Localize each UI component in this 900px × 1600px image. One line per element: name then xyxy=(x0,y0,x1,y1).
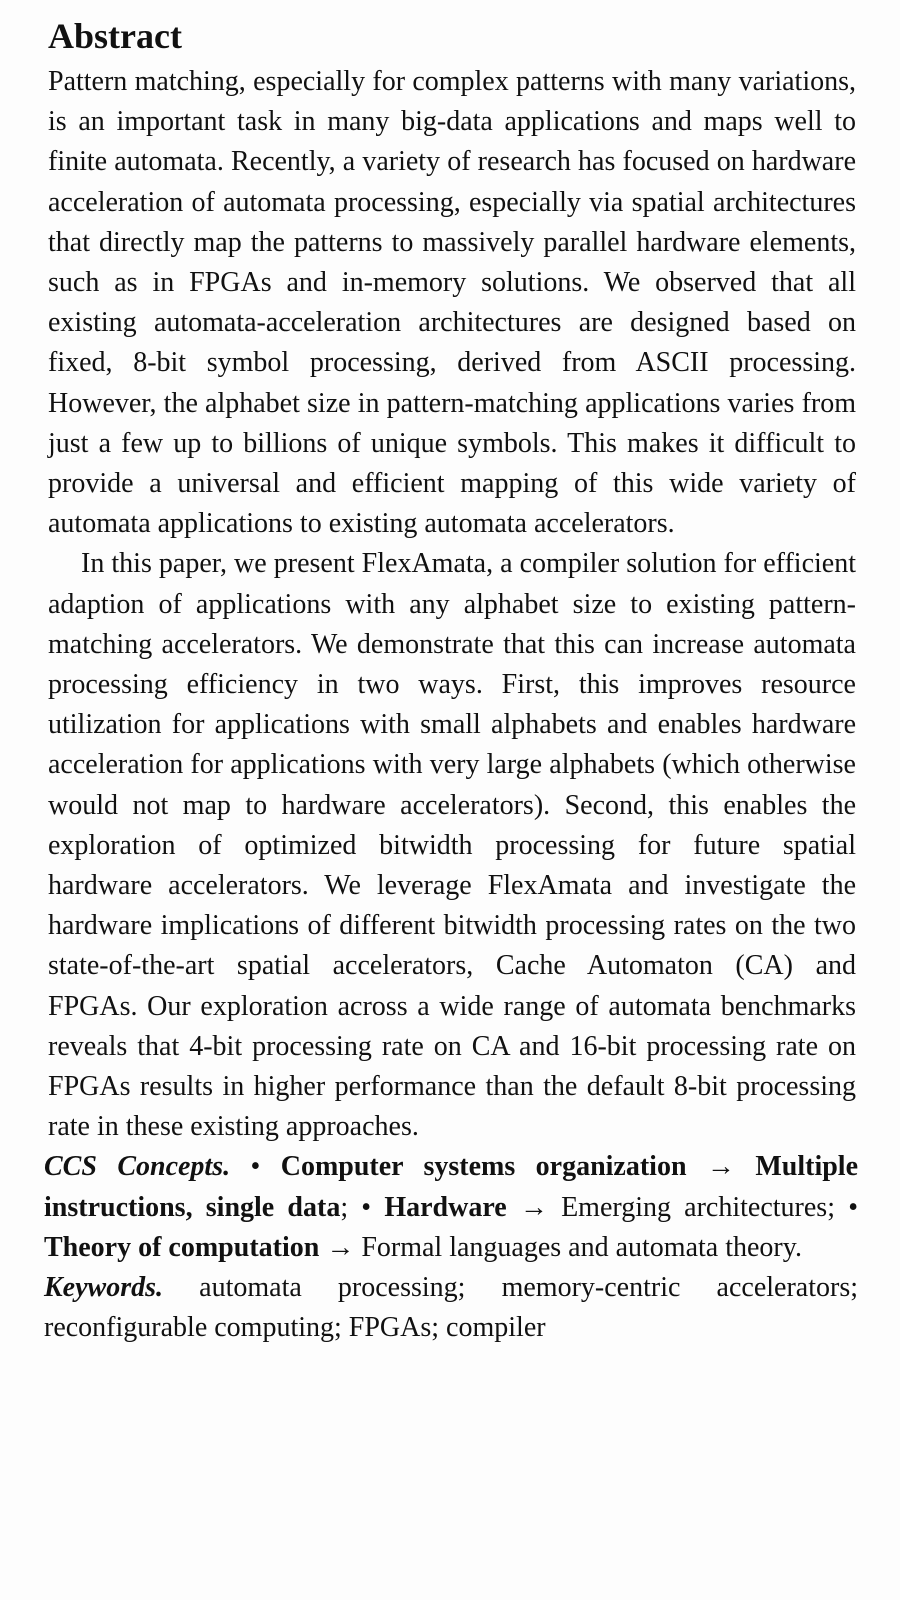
ccs-end: . xyxy=(794,1231,802,1263)
keywords-label: Keywords. xyxy=(44,1272,163,1304)
abstract-paragraph-1: Pattern matching, especially for complex patterns with many variations, is an important task in many big-data applications and maps well to finite automata. Recently, a variety of research has focused on hardware acceleration of automata processing, especially via spatial architectures that directly map the patterns to massively parallel hardware elements, such as in FPGAs and in-memory solutions. We observed that all existing automata-acceleration architectures are designed based on fixed, 8-bit symbol processing, derived from ASCII processing. However, the alphabet size in pattern-matching applications varies from just a few up to billions of unique symbols. This makes it difficult to provide a universal and efficient mapping of this wide variety of automata applications to existing automata accelerators. xyxy=(48,66,856,540)
ccs-arrow-1: → xyxy=(686,1151,756,1183)
ccs-separator-2: ; • xyxy=(340,1191,385,1223)
ccs-concept-3-main: Theory of computation xyxy=(44,1231,320,1263)
ccs-separator-3: ; • xyxy=(827,1191,858,1223)
ccs-concept-1-main: Computer systems organization xyxy=(280,1151,687,1183)
abstract-section xyxy=(44,14,859,1349)
ccs-concepts-label: CCS Concepts. xyxy=(44,1151,231,1183)
abstract-paragraph-2: In this paper, we present FlexAmata, a compiler solution for efficient adaption of applications with any alphabet size to existing pattern-matching accelerators. We demonstrate that this can increase automata processing efficiency in two ways. First, this improves resource utilization for applications with small alphabets and enables hardware acceleration for applications with very large alphabets (which otherwise would not map to hardware accelerators). Second, this enables the exploration of optimized bitwidth processing for future spatial hardware accelerators. We leverage FlexAmata and investigate the hardware implications of different bitwidth processing rates on the two state-of-the-art spatial accelerators, Cache Automaton (CA) and FPGAs. Our exploration across a wide range of automata benchmarks reveals that 4-bit processing rate on CA and 16-bit processing rate on FPGAs results in higher performance than the default 8-bit processing rate in these existing approaches. xyxy=(48,548,856,1143)
ccs-concept-3-sub: Formal languages and automata theory xyxy=(361,1231,795,1263)
abstract-heading: Abstract xyxy=(48,16,182,56)
ccs-arrow-3: → xyxy=(319,1231,362,1263)
ccs-separator-1: • xyxy=(230,1151,281,1183)
ccs-concepts xyxy=(44,1147,858,1268)
ccs-concept-1-sub: Multiple instructions, single data xyxy=(44,1151,859,1223)
keywords-text: automata processing; memory-centric accelerators; reconfigurable computing; FPGAs; compiler xyxy=(44,1272,858,1344)
keywords xyxy=(44,1268,858,1348)
ccs-concept-2-main: Hardware xyxy=(384,1191,507,1223)
ccs-arrow-2: → xyxy=(506,1191,562,1223)
ccs-concept-2-sub: Emerging architectures xyxy=(561,1191,828,1223)
